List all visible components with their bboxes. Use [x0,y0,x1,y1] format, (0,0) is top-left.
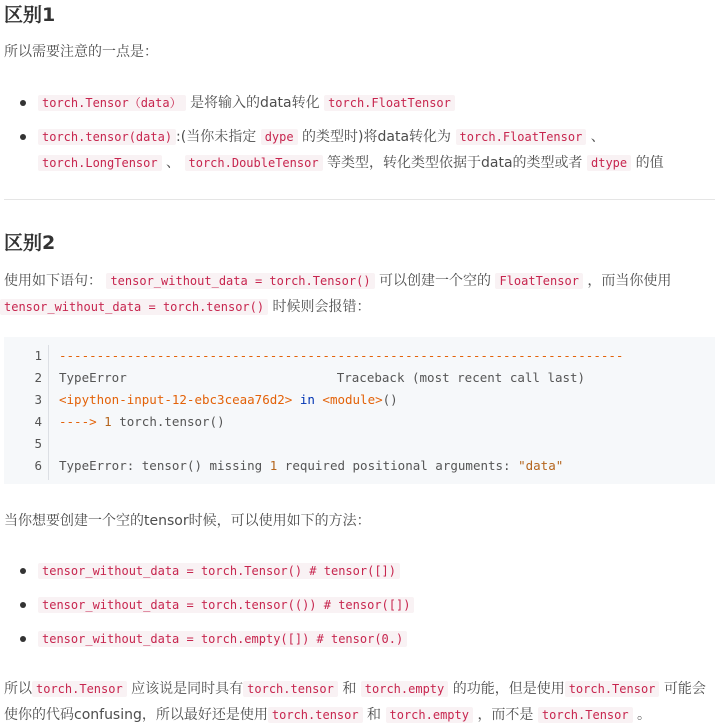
section1-title: 区别1 [4,4,56,26]
line-number: 5 [34,436,42,451]
inline-code: tensor_without_data = torch.tensor(()) # tensor([]) [38,597,414,613]
bullet-dot [20,636,26,642]
code-token: required positional arguments: [284,458,511,473]
section1-bullet2 [38,124,714,176]
inline-code: tensor_without_data = torch.empty([]) # tensor(0.) [38,631,407,647]
bullet-text: 等类型，转化类型依据于data的类型或者 [327,155,583,171]
code-token: <module> [322,392,383,407]
inline-code: torch.Tensor [32,681,127,697]
code-token: TypeError [59,370,127,385]
inline-code: torch.empty [361,681,448,697]
inline-code: torch.LongTensor [38,155,162,171]
code-token: <ipython-input-12-ebc3ceaa76d2> [59,392,293,407]
code-token: : tensor() missing [126,458,263,473]
section2-paragraph1 [4,268,712,320]
inline-code: torch.Tensor [538,707,633,723]
inline-code: tensor_without_data = torch.tensor() [0,299,268,315]
code-token: 1 [104,414,112,429]
inline-code: dype [261,129,298,145]
inline-code: dtype [587,155,631,171]
paragraph-text: ，而不是 [477,707,534,723]
code-token: torch.tensor() [119,414,225,429]
method-item [38,592,714,618]
bullet-text: 、 [590,129,605,145]
code-token: 1 [269,458,278,473]
paragraph-text: 所以 [4,681,32,697]
bullet-dot [20,568,26,574]
line-number: 1 [34,348,42,363]
code-token: ----> [59,414,97,429]
inline-code: tensor_without_data = torch.Tensor() # tensor([]) [38,563,400,579]
code-token: Traceback (most recent call last) [336,370,586,385]
inline-code: torch.Tensor（data） [38,95,186,111]
code-line-4 [59,411,225,433]
section2-paragraph2: 当你想要创建一个空的tensor时候，可以使用如下的方法： [4,513,371,529]
inline-code: torch.empty [386,707,473,723]
paragraph-text: 可以创建一个空的 [379,273,491,289]
code-line-1: --------------------------------------------------------------------------- [59,348,624,363]
section1-intro: 所以需要注意的一点是： [4,44,158,60]
section2-paragraph3 [4,676,712,728]
paragraph-text: 和 [367,707,382,723]
inline-code: torch.FloatTensor [324,95,455,111]
section2-title: 区别2 [4,232,56,254]
inline-code: torch.tensor [243,681,338,697]
inline-code: torch.tensor [268,707,363,723]
code-line-2 [59,367,585,389]
code-token: "data" [518,458,564,473]
method-item [38,626,714,652]
line-number: 3 [34,392,42,407]
bullet-dot [20,100,26,106]
inline-code: tensor_without_data = torch.Tensor() [106,273,374,289]
section1-bullet1 [38,90,714,116]
bullet-dot [20,134,26,140]
paragraph-text: 。 [637,707,652,723]
line-number: 6 [34,458,42,473]
bullet-text: 的类型时)将data转化为 [302,129,452,145]
paragraph-text: 时候则会报错： [272,299,371,315]
inline-code: torch.Tensor [565,681,660,697]
inline-code: torch.DoubleTensor [185,155,323,171]
line-number: 4 [34,414,42,429]
code-line-3 [59,389,398,411]
bullet-text: 、 [166,155,181,171]
line-number: 2 [34,370,42,385]
bullet-dot [20,602,26,608]
method-item [38,558,714,584]
paragraph-text: 使用如下语句： [4,273,102,289]
paragraph-text: 的功能，但是使用 [452,681,565,697]
paragraph-text: 和 [342,681,357,697]
paragraph-text: 可能会使你的代码confusing，所以最好还是使用 [4,681,706,723]
inline-code: FloatTensor [495,273,582,289]
bullet-text: 的值 [635,155,664,171]
paragraph-text: 应该说是同时具有 [131,681,244,697]
inline-code: torch.tensor(data) [38,129,176,145]
paragraph-text: ，而当你使用 [587,273,672,289]
code-token: in [299,392,315,407]
inline-code: torch.FloatTensor [456,129,587,145]
bullet-text: 是将输入的data转化 [190,95,320,111]
code-token: TypeError [59,458,127,473]
code-block [4,337,715,484]
code-token: () [382,392,398,407]
code-line-6 [59,455,563,477]
bullet-text: :(当你未指定 [176,129,257,145]
section-divider [4,199,715,200]
